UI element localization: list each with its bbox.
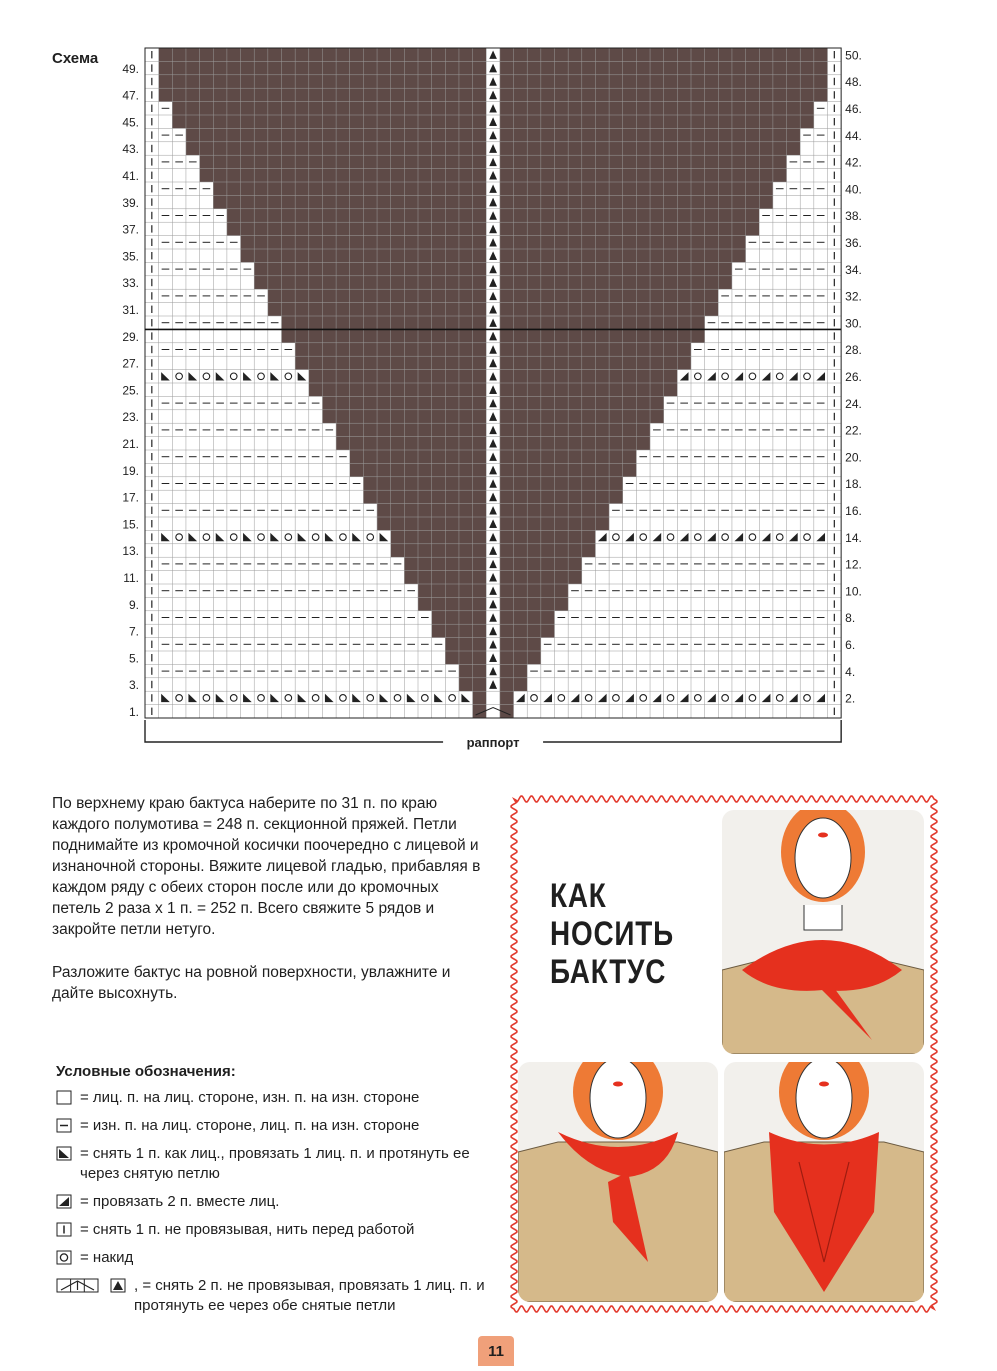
row-label-right: 16. <box>845 504 862 518</box>
chart-fill <box>500 638 541 651</box>
row-label-left: 31. <box>122 303 139 317</box>
chart-fill <box>473 691 487 704</box>
chart-fill <box>500 222 759 235</box>
row-label-right: 4. <box>845 664 856 679</box>
row-label-left: 19. <box>122 463 139 478</box>
chart-fill <box>254 276 486 289</box>
row-label-right: 6. <box>845 638 856 652</box>
chart-fill <box>500 276 732 289</box>
row-label-right: 26. <box>845 370 862 384</box>
chart-fill <box>254 262 486 275</box>
row-label-left: 5. <box>128 651 139 666</box>
row-label-left: 37. <box>122 222 139 237</box>
row-label-left: 21. <box>122 437 139 451</box>
row-label-right: 32. <box>845 289 862 304</box>
row-label-right: 38. <box>845 209 862 224</box>
legend-item-text: , = снять 2 п. не провязывая, провязать 1 лиц. п. и протянуть ее через обе снятые петли <box>134 1277 485 1314</box>
row-label-left: 43. <box>122 142 139 157</box>
legend-title: Условные обозначения: <box>56 1063 236 1080</box>
row-label-right: 36. <box>845 236 862 250</box>
row-label-right: 10. <box>845 584 862 599</box>
chart-fill <box>227 209 486 222</box>
row-label-right: 30. <box>845 316 862 331</box>
legend-item <box>56 1248 496 1268</box>
howto-title-line: БАКТУС <box>550 953 667 991</box>
row-label-left: 17. <box>122 490 139 505</box>
purl-dash-icon <box>56 1118 74 1133</box>
row-label-right: 24. <box>845 396 862 411</box>
row-label-left: 1. <box>128 705 139 719</box>
chart-fill <box>445 638 486 651</box>
yarn-over-icon <box>56 1250 74 1265</box>
row-label-right: 20. <box>845 450 862 465</box>
row-label-right: 46. <box>845 102 862 116</box>
chart-fill <box>309 383 486 396</box>
legend-item <box>56 1116 496 1136</box>
legend-item <box>56 1220 496 1240</box>
chart-fill <box>282 329 487 342</box>
chart-fill <box>500 490 623 503</box>
row-label-right: 22. <box>845 423 862 438</box>
chart-fill <box>172 115 486 128</box>
row-label-left: 13. <box>122 544 139 559</box>
chart-fill <box>500 437 650 450</box>
chart-fill <box>500 544 596 557</box>
row-label-left: 41. <box>122 169 139 183</box>
chart-fill <box>363 477 486 490</box>
chart-fill <box>418 584 486 597</box>
row-label-left: 15. <box>122 517 139 532</box>
chart-fill <box>500 155 787 168</box>
legend-item-text: = снять 1 п. не провязывая, нить перед работой <box>80 1221 415 1238</box>
instructions-text <box>52 793 482 1026</box>
chart-fill <box>391 544 487 557</box>
scarf-illustration-1 <box>722 810 924 1054</box>
legend-item-text: = накид <box>80 1249 134 1266</box>
chart-fill <box>500 477 623 490</box>
instructions-paragraph-2: Разложите бактус на ровной поверхности, увлажните и дайте высохнуть. <box>52 964 451 1002</box>
page-number: 11 <box>478 1336 514 1366</box>
rapport-label: раппорт <box>466 735 520 750</box>
legend-item-text: = снять 1 п. как лиц., провязать 1 лиц. п. и протянуть ее через снятую петлю <box>80 1145 470 1182</box>
legend-item-text: = лиц. п. на лиц. стороне, изн. п. на изн. стороне <box>80 1089 420 1106</box>
legend-item-text: = изн. п. на лиц. стороне, лиц. п. на изн. стороне <box>80 1117 420 1134</box>
row-label-left: 35. <box>122 249 139 264</box>
legend-item-text: = провязать 2 п. вместе лиц. <box>80 1193 280 1210</box>
row-label-left: 47. <box>122 88 139 103</box>
chart-fill <box>418 597 486 610</box>
row-label-right: 44. <box>845 128 862 143</box>
chart-fill <box>500 102 814 115</box>
row-label-right: 8. <box>845 611 856 626</box>
chart-fill <box>445 651 486 664</box>
legend <box>56 1062 496 1324</box>
row-label-left: 49. <box>122 61 139 76</box>
row-label-left: 11. <box>123 571 139 585</box>
chart-title: Схема <box>52 50 99 67</box>
chart-fill <box>500 423 650 436</box>
chart-fill <box>391 530 487 543</box>
chart-fill <box>500 383 677 396</box>
chart-fill <box>200 155 487 168</box>
row-label-left: 29. <box>122 329 139 344</box>
empty-square-icon <box>56 1090 74 1105</box>
legend-item <box>56 1192 496 1212</box>
ssk-icon <box>56 1146 74 1161</box>
chart-fill <box>500 262 732 275</box>
row-label-left: 3. <box>128 678 139 693</box>
legend-item <box>56 1144 496 1184</box>
row-label-left: 25. <box>122 383 139 398</box>
howto-title-line: КАК <box>550 877 607 915</box>
howto-title <box>550 877 674 991</box>
scarf-illustration-2 <box>518 1062 718 1302</box>
row-label-left: 9. <box>128 597 139 612</box>
legend-item <box>56 1088 496 1108</box>
legend-item <box>56 1276 496 1316</box>
howto-title-line: НОСИТЬ <box>550 915 674 953</box>
row-label-right: 34. <box>845 262 862 277</box>
row-label-left: 23. <box>122 410 139 425</box>
chart-fill <box>500 316 705 329</box>
chart-fill <box>500 169 787 182</box>
chart-fill <box>500 370 677 383</box>
chart-fill <box>282 316 487 329</box>
chart-fill <box>200 169 487 182</box>
row-label-right: 48. <box>845 75 862 90</box>
row-label-right: 40. <box>845 182 862 197</box>
row-label-left: 27. <box>122 356 139 371</box>
rapport-bracket <box>145 720 443 742</box>
row-label-left: 39. <box>122 195 139 210</box>
chart-fill <box>500 329 705 342</box>
chart-fill <box>500 530 596 543</box>
triangle-up-icon <box>110 1278 128 1293</box>
chart-fill <box>172 102 486 115</box>
chart-fill <box>500 691 514 704</box>
chart-fill <box>500 209 759 222</box>
knitting-chart <box>110 40 870 762</box>
row-label-right: 28. <box>845 343 862 358</box>
row-label-right: 50. <box>845 48 862 63</box>
row-label-left: 7. <box>128 624 139 639</box>
slip-icon <box>56 1222 74 1237</box>
chart-fill <box>309 370 486 383</box>
row-label-right: 2. <box>845 691 856 706</box>
k2tog-icon <box>56 1194 74 1209</box>
row-label-right: 42. <box>845 155 862 170</box>
chart-fill <box>363 490 486 503</box>
row-label-left: 45. <box>122 115 139 130</box>
row-label-right: 18. <box>845 477 862 492</box>
instructions-paragraph-1: По верхнему краю бактуса наберите по 31 п. по краю каждого полумотива = 248 п. секционной пряжей. Петли поднимайте из кромочной косички поочередно с лицевой и изнаночной стороны. Вяжите лицевой гладью, прибавляя в каждом ряду с обеих сторон после или до кромочных петель 2 раза х 1 п. = 252 п. Всего свяжите 5 рядов и закройте петли нетуго. <box>52 795 481 938</box>
scarf-illustration-3 <box>724 1062 924 1302</box>
chart-fill <box>336 437 486 450</box>
chart-fill <box>227 222 486 235</box>
row-label-right: 12. <box>845 557 862 572</box>
chart-fill <box>500 584 568 597</box>
double-decrease-icon <box>56 1278 100 1293</box>
rapport-bracket <box>543 720 841 742</box>
row-label-left: 33. <box>122 276 139 291</box>
row-label-right: 14. <box>845 530 862 545</box>
chart-fill <box>500 115 814 128</box>
chart-fill <box>500 597 568 610</box>
chart-fill <box>336 423 486 436</box>
chart-fill <box>500 651 541 664</box>
